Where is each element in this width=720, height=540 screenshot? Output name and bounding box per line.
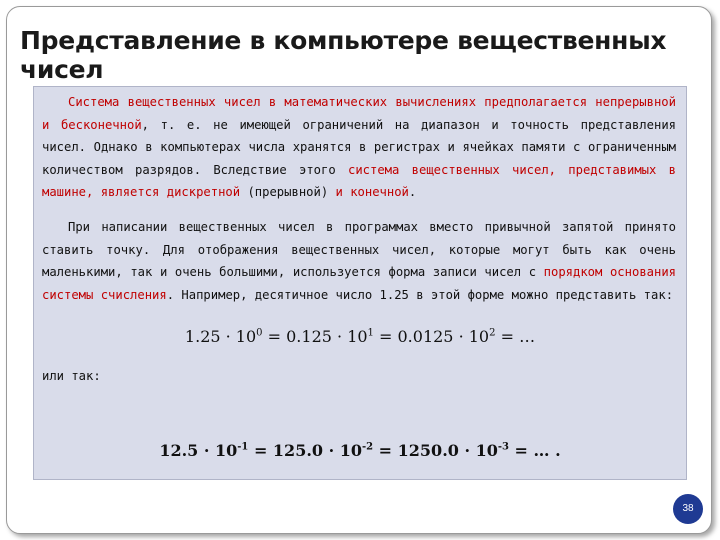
formula1-exp-a: 0 [256,327,263,339]
content-panel [33,86,687,480]
formula2-ellipsis: = … . [508,441,561,460]
formula-positive-exponents [34,327,686,346]
highlight-finite: и конечной [335,185,409,200]
formula2-term-b: = 125.0 · 10 [248,441,362,460]
para2-text-2: . Например, десятичное число 1.25 в этой форме можно представить так: [166,287,674,302]
highlight-radix-order: порядком основания системы счисления [42,265,677,302]
formula1-exp-b: 1 [367,327,374,339]
formula1-term-c: = 0.0125 · 10 [373,327,490,346]
para1-text-3: . [408,185,417,200]
formula1-term-a: 1.25 · 10 [184,327,257,346]
page-number-badge: 38 [673,494,703,524]
highlight-continuous-infinite: Система вещественных чисел в математических вычислениях предполагается непрерывной и бесконечной [42,95,676,132]
formula1-exp-c: 2 [489,327,496,339]
body-text [42,91,676,306]
formula1-term-b: = 0.125 · 10 [262,327,368,346]
formula2-exp-b: -2 [362,441,374,453]
para1-text-1: , т. е. не имеющей ограничений на диапазон и точность представления чисел. Однако в компьютерах числа хранятся в регистрах и ячейках памяти с ограниченным количеством разрядов. Вследствие этого [42,117,676,177]
formula1-ellipsis: = … [495,327,536,346]
highlight-discrete-system: система вещественных чисел, представимых в машине, является дискретной [42,162,676,200]
slide-title: Представление в компьютере вещественных чисел [20,26,667,84]
para2-text-1: При написании вещественных чисел в программах вместо привычной запятой принято ставить точку. Для отображения вещественных чисел, которые могут быть как очень маленькими, так и очень большими, используется форма записи чисел с [42,219,676,280]
formula2-term-a: 12.5 · 10 [159,441,238,460]
formula-negative-exponents [34,441,686,460]
formula2-term-c: = 1250.0 · 10 [373,441,498,460]
or-label: или так: [42,369,101,383]
paragraph-2 [42,216,676,306]
formula2-exp-c: -3 [497,441,509,453]
paragraph-1 [42,91,676,204]
para1-text-2: (прерывной) [240,185,336,200]
formula2-exp-a: -1 [237,441,249,453]
